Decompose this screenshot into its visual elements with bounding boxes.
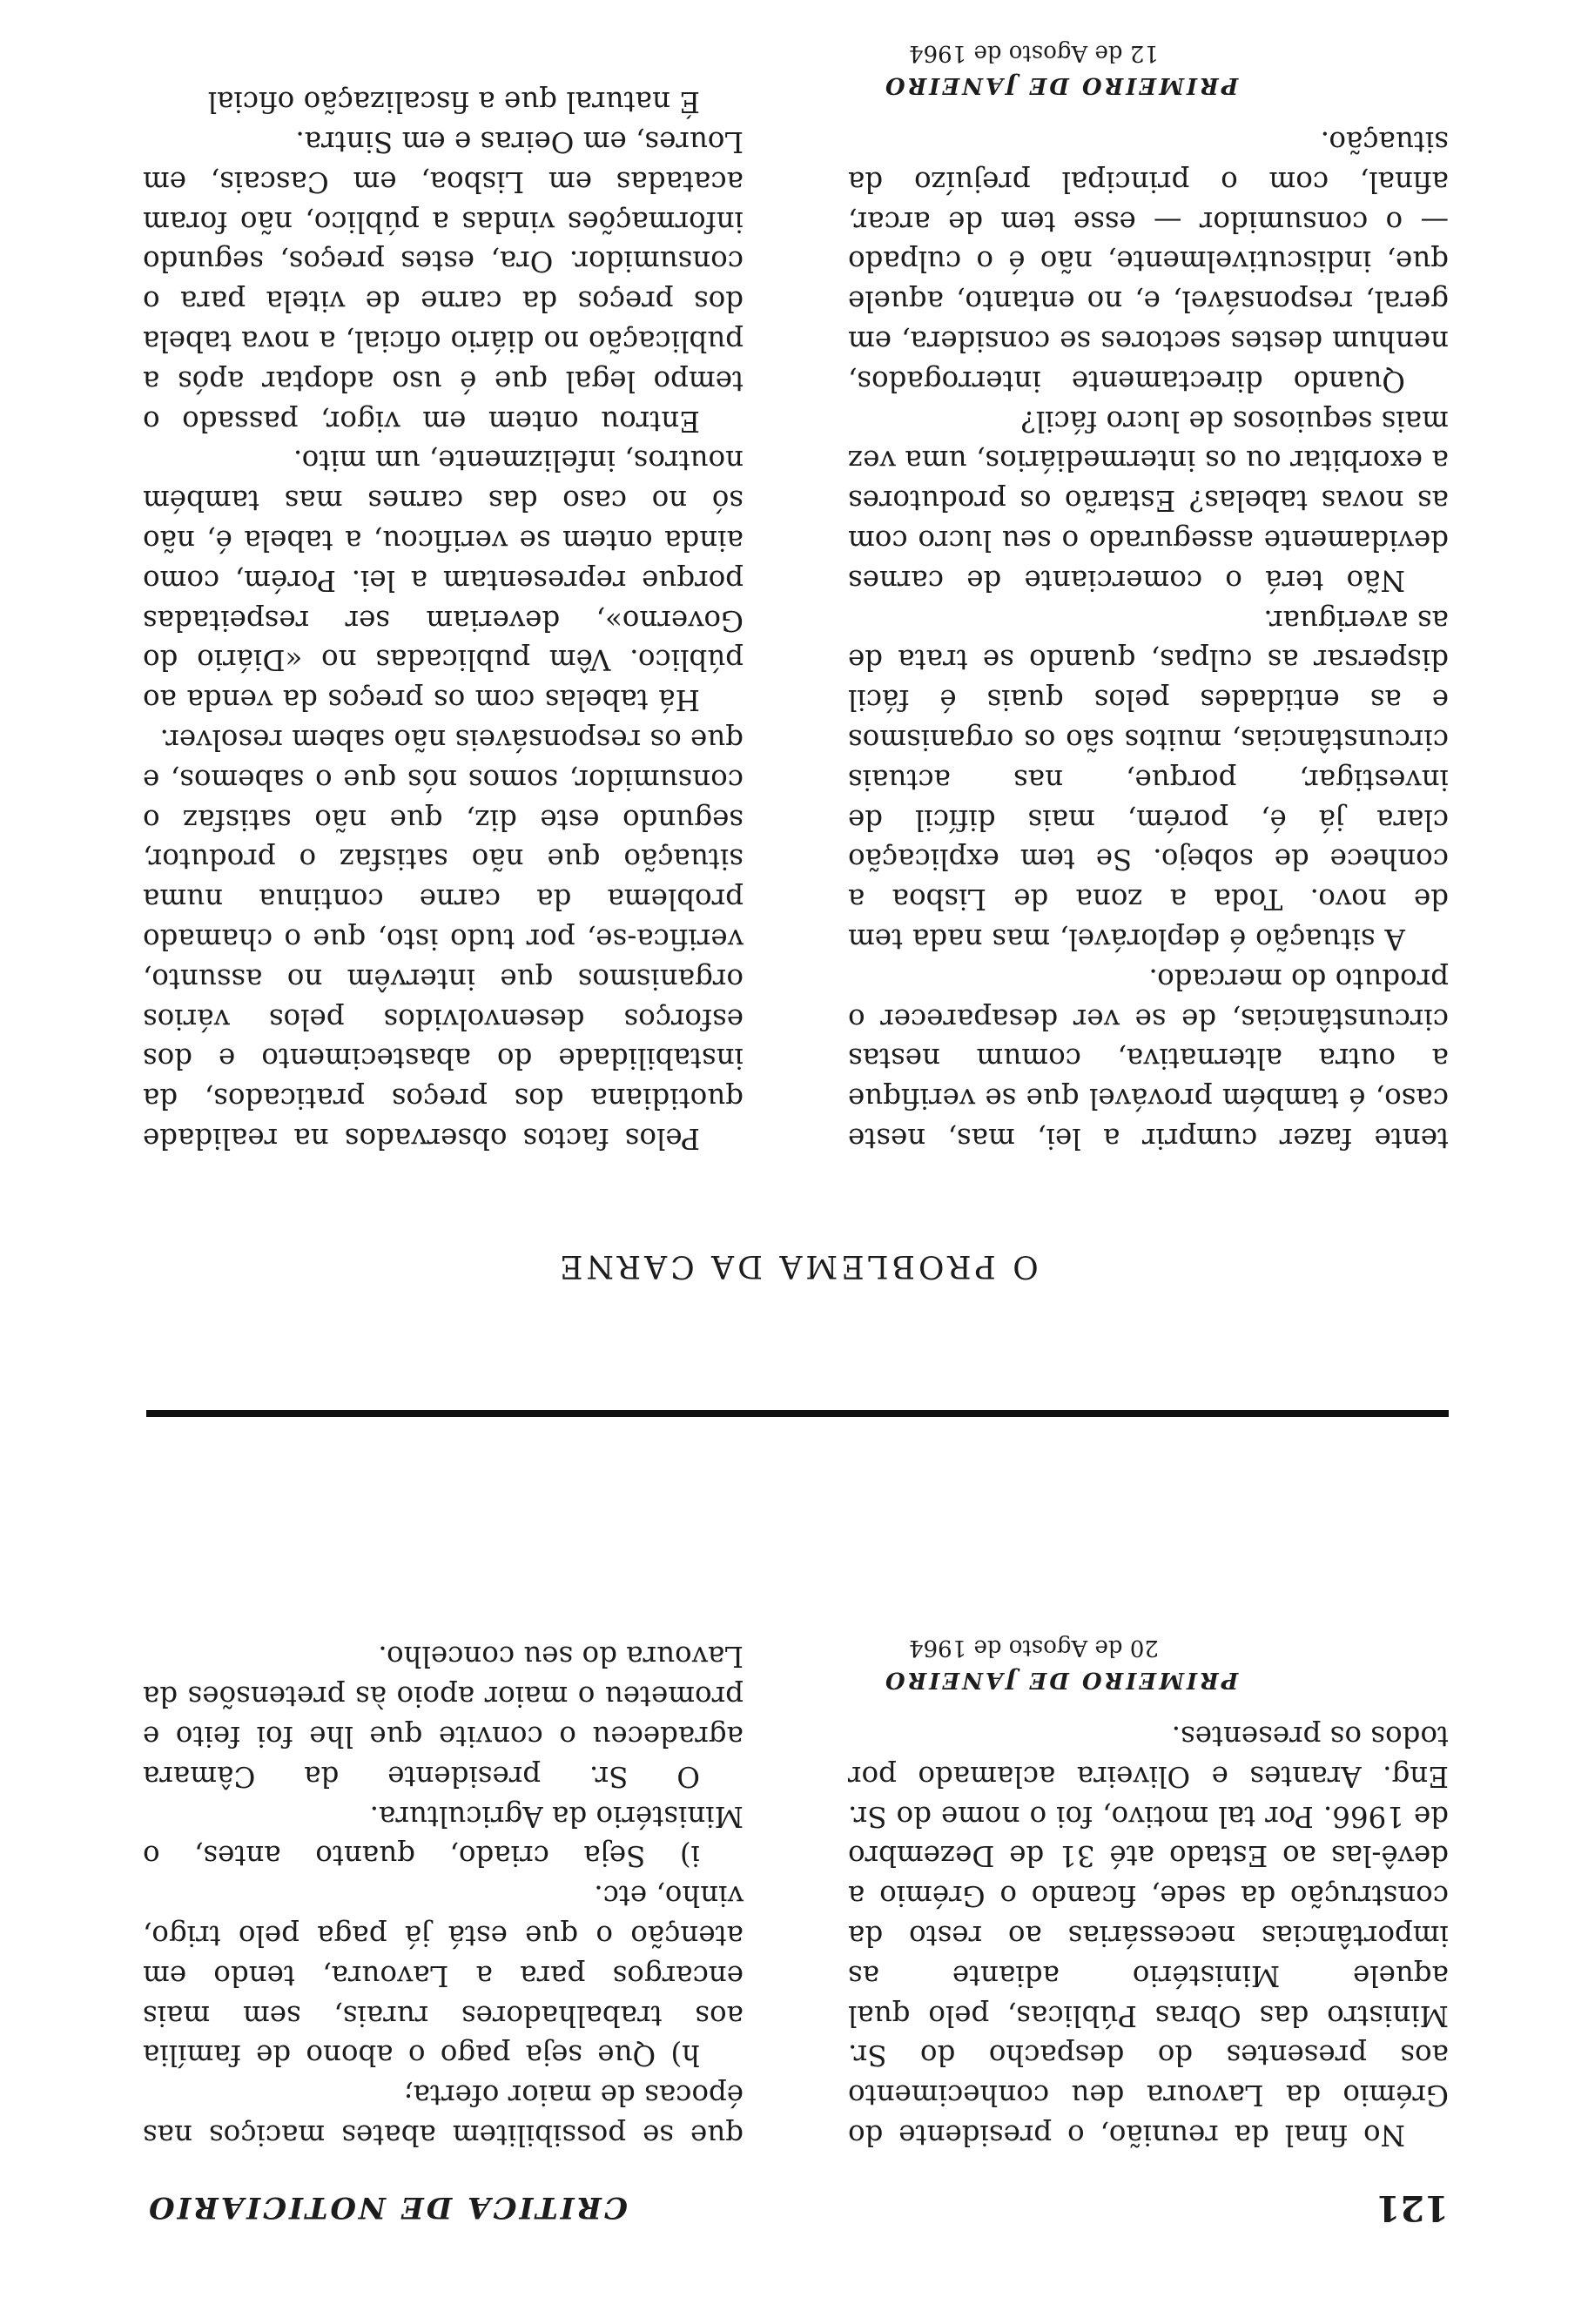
paragraph: O Sr. presidente da Câmara agradeceu o convite que lhe foi feito e prometeu o maior apoio às pretensões da Lavoura do seu concelho. <box>143 1640 744 1793</box>
running-title: CRITICA DE NOTICIARIO <box>146 2190 628 2225</box>
article1-signature <box>848 1632 1449 1696</box>
section-divider <box>146 1410 1449 1417</box>
paragraph: Pelos factos observados na realidade quotidiana dos preços praticados, da instabilidade do abastecimento e dos esforços desenvolvidos pelos vários organismos que intervêm no assunto, verifica-se, por tudo isto, que o chamado problema da carne continua numa situação que não satisfaz o produtor, segundo este diz, que não satisfaz o consumidor, somos nós que o sabemos, e que os responsáveis não sabem resolver. <box>143 723 744 1155</box>
paragraph: Há tabelas com os preços da venda ao público. Vêm publicadas no «Diário do Governo», deveriam ser respeitadas porque representam a lei. Porém, como ainda ontem se verificou, a tabela é, não só no caso das carnes mas também noutros, infelizmente, um mito. <box>143 444 744 717</box>
paragraph: i) Seja criado, quanto antes, o Ministério da Agricultura. <box>143 1799 744 1873</box>
paragraph: A situação é deplorável, mas nada tem de novo. Toda a zona de Lisboa a conhece de sobejo. Se tem explicação clara já é, porém, mais difícil de investigar, porque, nas actuais circunstâncias, muitos são os organismos e as entidades pelos quais é fácil dispersar as culpas, quando se trata de as averiguar. <box>848 603 1449 957</box>
paragraph: h) Que seja pago o abono de família aos trabalhadores rurais, sem mais encargos para a Lavoura, tendo em atenção o que está já paga pelo trigo, vinho, etc. <box>143 1879 744 2072</box>
paragraph: No final da reunião, o presidente do Grémio da Lavoura deu conhecimento aos presentes do despacho do Sr. Ministro das Obras Públicas, pelo qual aquele Ministério adiante as importâncias necessárias ao resto da construção da sede, ficando o Grémio a devê-las ao Estado até 31 de Dezembro de 1966. Por tal motivo, foi o nome do Sr. Eng. Arantes e Oliveira aclamado por todos os presentes. <box>848 1720 1449 2152</box>
source-name: PRIMEIRO DE JANEIRO <box>883 1667 1239 1694</box>
source-date: 20 de Agosto de 1964 <box>909 1635 1159 1662</box>
paragraph: tente fazer cumprir a lei, mas, neste caso, é também provável que se verifique a outra alternativa, comum nestas circunstâncias, de se ver desaparecer o produto do mercado. <box>848 962 1449 1155</box>
source-date: 12 de Agosto de 1964 <box>909 40 1159 67</box>
article2-right-column <box>143 81 744 1158</box>
page-number: 121 <box>1376 2187 1449 2228</box>
source-name: PRIMEIRO DE JANEIRO <box>883 72 1239 99</box>
paragraph: que se possibilitem abates maciços nas épocas de maior oferta; <box>143 2079 744 2152</box>
paragraph: Entrou ontem em vigor, passado o tempo legal que é uso adoptar após a publicação no diário oficial, a nova tabela dos preços da carne de vitela para o consumidor. Ora, estes preços, segundo informações vindas a público, não foram acatadas em Lisboa, em Cascais, em Loures, em Oeiras e em Sintra. <box>143 125 744 438</box>
article2-signature <box>848 37 1449 102</box>
article1-left-column <box>848 1632 1449 2154</box>
article-title: O PROBLEMA DA CARNE <box>556 1248 1039 1284</box>
article2-left-column <box>848 37 1449 1158</box>
article1-right-column <box>143 1636 744 2154</box>
paragraph: É natural que a fiscalização oficial <box>207 85 700 119</box>
paragraph: Não terá o comerciante de carnes devidamente assegurado o seu lucro com as novas tabelas? Estarão os produtores a exorbitar ou os intermediários, uma vez mais sequiosos de lucro fácil? <box>848 404 1449 597</box>
running-head <box>146 2176 1449 2228</box>
paragraph: Quando directamente interrogados, nenhum destes sectores se considera, em geral, responsável, e, no entanto, aquele que, indiscutivelmente, não é o culpado — o consumidor — esse tem de arcar, afinal, com o principal prejuízo da situação. <box>848 125 1449 398</box>
